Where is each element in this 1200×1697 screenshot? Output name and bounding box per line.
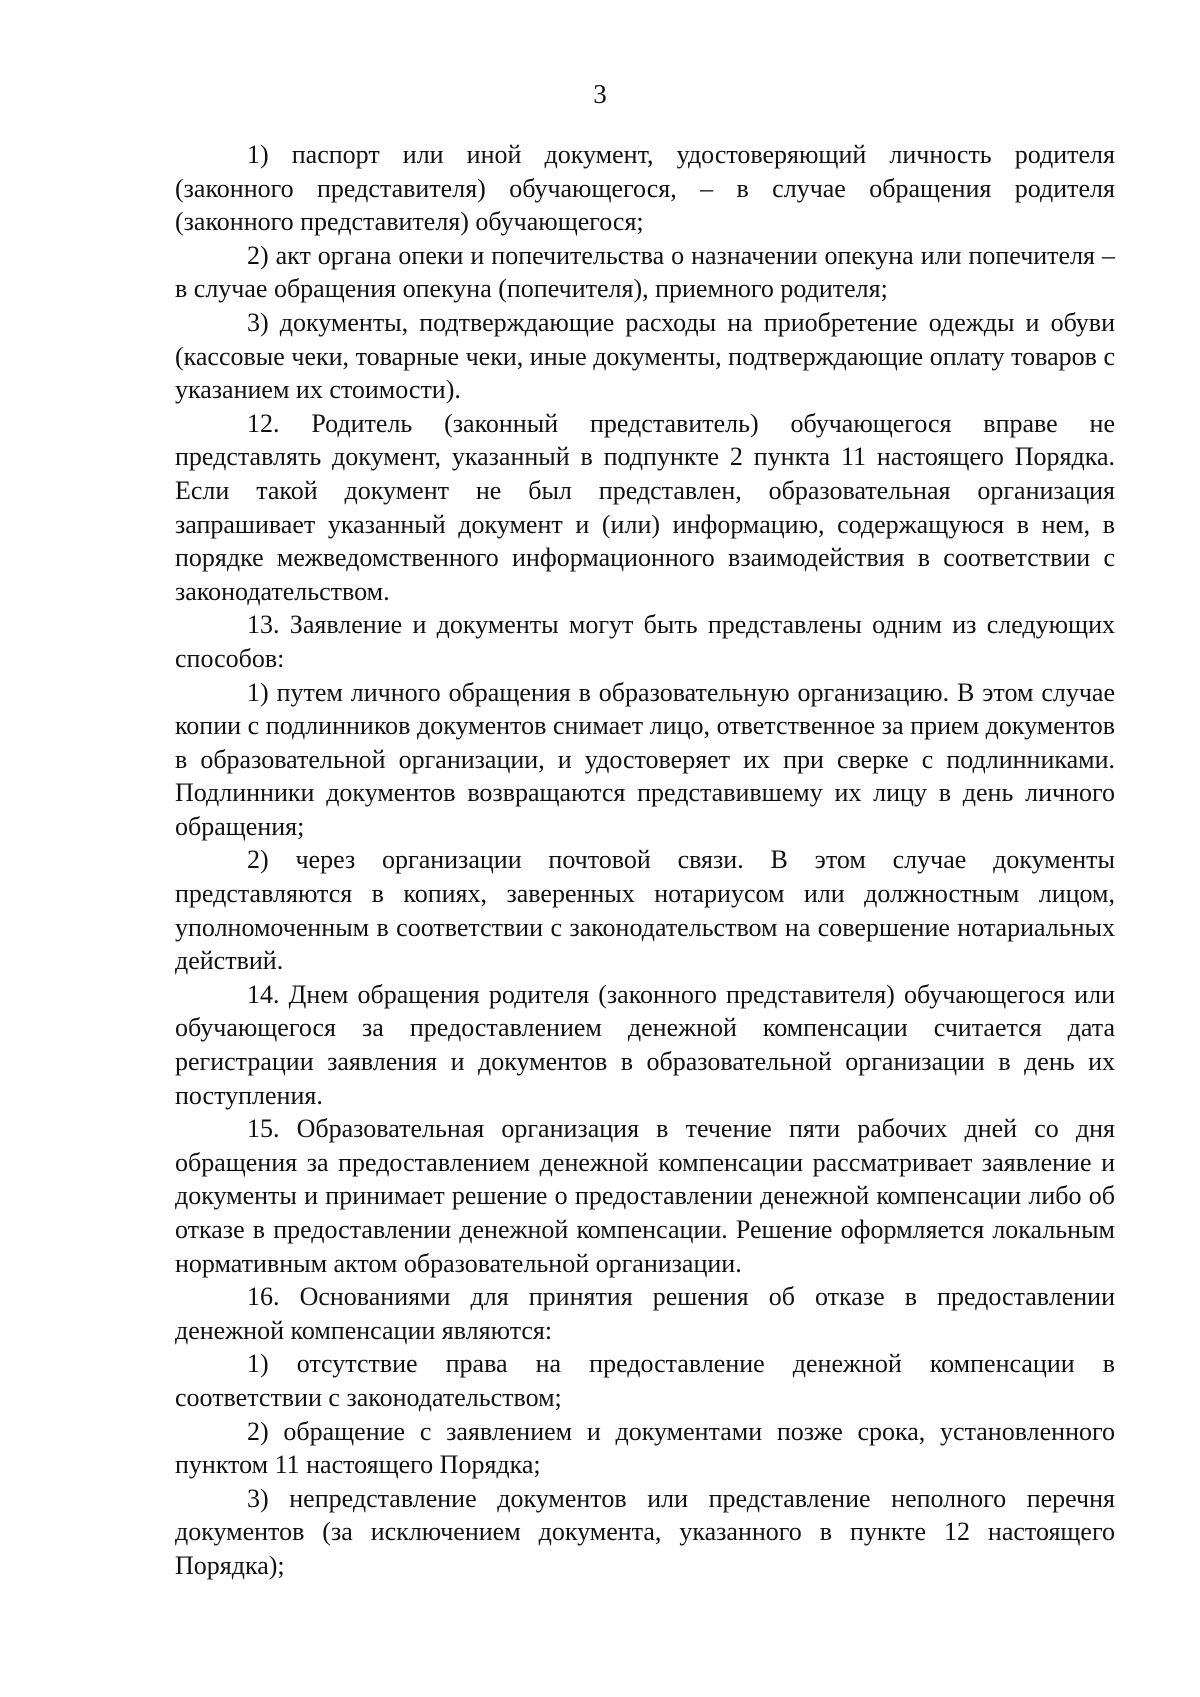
paragraph-item-1-personal-visit: 1) путем личного обращения в образовательную организацию. В этом случае копии с подлинников документов снимает лицо, ответственное за прием документов в образовательной организации, и удостоверяет их при сверке с подлинниками. Подлинники документов возвращаются представившему их лицу в день личного обращения; bbox=[175, 677, 1115, 841]
paragraph-section-16: 16. Основаниями для принятия решения об отказе в предоставлении денежной компенсации являются: bbox=[175, 1282, 1115, 1345]
paragraph-item-1-passport: 1) паспорт или иной документ, удостоверяющий личность родителя (законного представителя) обучающегося, – в случае обращения родителя (законного представителя) обучающегося; bbox=[175, 140, 1115, 237]
document-body bbox=[175, 138, 1115, 1583]
paragraph-item-3-incomplete-documents: 3) непредставление документов или представление неполного перечня документов (за исключением документа, указанного в пункте 12 настоящего Порядка); bbox=[175, 1483, 1115, 1580]
paragraph-item-3-expense-documents: 3) документы, подтверждающие расходы на приобретение одежды и обуви (кассовые чеки, товарные чеки, иные документы, подтверждающие оплату товаров с указанием их стоимости). bbox=[175, 307, 1115, 405]
paragraph-section-14: 14. Днем обращения родителя (законного представителя) обучающегося или обучающегося за предоставлением денежной компенсации считается дата регистрации заявления и документов в образовательной организации в день их поступления. bbox=[175, 979, 1115, 1110]
paragraph-section-12: 12. Родитель (законный представитель) обучающегося вправе не представлять документ, указанный в подпункте 2 пункта 11 настоящего Порядка. Если такой документ не был представлен, образовательная организация запрашивает указанный документ и (или) информацию, содержащуюся в нем, в порядке межведомственного информационного взаимодействия в соответствии с законодательством. bbox=[175, 408, 1115, 606]
paragraph-item-2-late-application: 2) обращение с заявлением и документами позже срока, установленного пунктом 11 настоящего Порядка; bbox=[175, 1416, 1115, 1480]
paragraph-section-13: 13. Заявление и документы могут быть представлены одним из следующих способов: bbox=[175, 610, 1115, 673]
paragraph-item-1-no-right: 1) отсутствие права на предоставление денежной компенсации в соответствии с законодательством; bbox=[175, 1349, 1115, 1412]
paragraph-section-15: 15. Образовательная организация в течение пяти рабочих дней со дня обращения за предоставлением денежной компенсации рассматривает заявление и документы и принимает решение о предоставлении денежной компенсации либо об отказе в предоставлении денежной компенсации. Решение оформляется локальным нормативным актом образовательной организации. bbox=[175, 1114, 1115, 1278]
paragraph-item-2-guardianship-act: 2) акт органа опеки и попечительства о назначении опекуна или попечителя – в случае обращения опекуна (попечителя), приемного родителя; bbox=[175, 240, 1115, 304]
paragraph-item-2-postal: 2) через организации почтовой связи. В этом случае документы представляются в копиях, заверенных нотариусом или должностным лицом, уполномоченным в соответствии с законодательством на совершение нотариальных действий. bbox=[175, 845, 1115, 976]
page-number: 3 bbox=[593, 79, 607, 109]
